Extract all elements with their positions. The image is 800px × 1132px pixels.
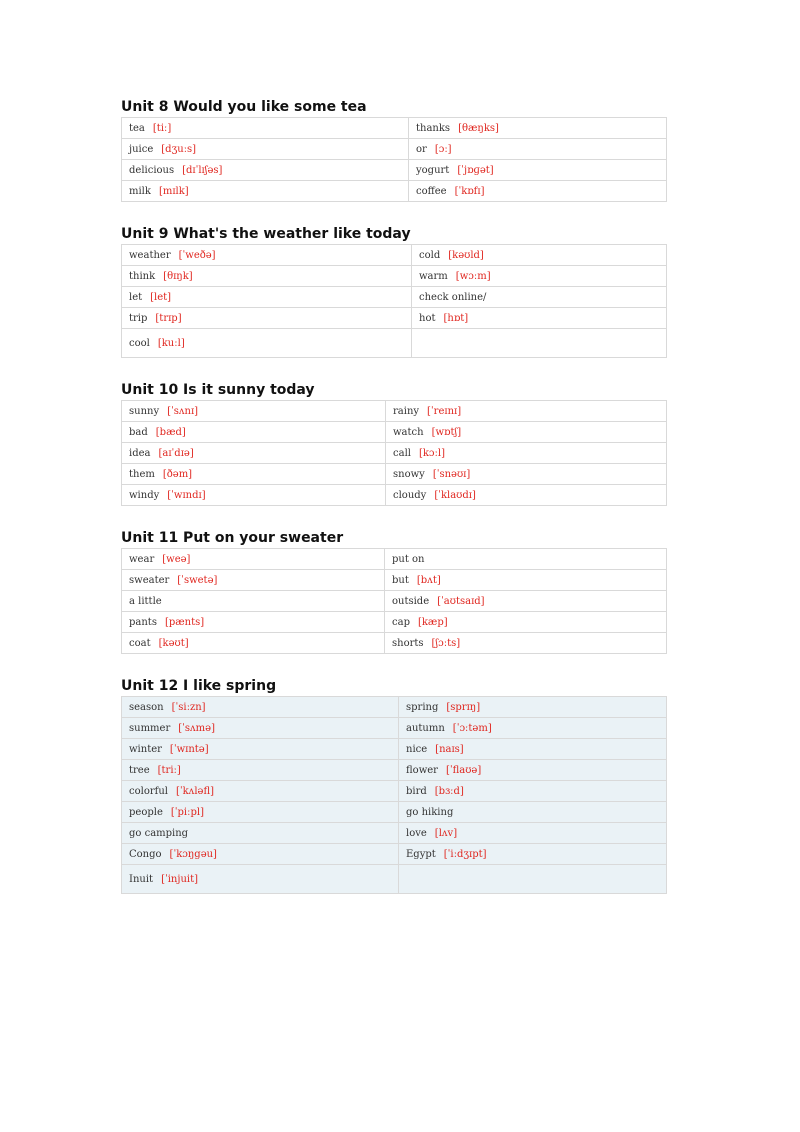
word: winter [129,743,162,755]
table-row [122,718,667,739]
unit-9-section [121,225,667,358]
vocab-cell [409,160,667,181]
word: hot [419,312,436,324]
table-row [122,181,667,202]
vocab-cell [385,591,667,612]
word: or [416,143,427,155]
vocab-cell [399,802,667,823]
phonetic: [ðəm] [162,468,193,480]
table-row [122,422,667,443]
phonetic: [let] [150,291,172,303]
phonetic: [dʒuːs] [161,143,197,155]
phonetic: [ˈinjuit] [161,873,199,885]
table-row [122,485,667,506]
word: them [129,468,155,480]
table-row [122,118,667,139]
word: Egypt [406,848,436,860]
vocab-cell [122,443,386,464]
vocab-cell [122,739,399,760]
vocab-cell [385,612,667,633]
word: check online/ [419,291,487,303]
word: Congo [129,848,162,860]
vocab-cell [412,287,667,308]
phonetic: [sprɪŋ] [446,701,481,713]
table-row [122,591,667,612]
vocab-cell [122,865,399,894]
vocab-cell [399,844,667,865]
phonetic: [ɔː] [434,143,452,155]
phonetic: [ˈswetə] [177,574,218,586]
vocab-table [121,696,667,894]
phonetic: [ˈkʌləfl] [175,785,215,797]
phonetic: [mɪlk] [158,185,189,197]
word: flower [406,764,438,776]
vocab-cell [386,401,667,422]
vocab-cell [412,245,667,266]
word: bad [129,426,148,438]
word: idea [129,447,151,459]
vocab-cell [122,802,399,823]
word: season [129,701,164,713]
vocab-cell [122,245,412,266]
vocab-table [121,117,667,202]
word: coat [129,637,151,649]
word: coffee [416,185,447,197]
table-row [122,308,667,329]
vocab-cell [122,287,412,308]
table-row [122,266,667,287]
word: trip [129,312,148,324]
phonetic: [weə] [162,553,191,565]
empty-cell [412,329,667,358]
word: Inuit [129,873,154,885]
phonetic: [wɒtʃ] [431,426,462,438]
word: bird [406,785,427,797]
phonetic: [ˈkɔŋgəu] [169,848,217,860]
vocab-cell [122,329,412,358]
table-row [122,160,667,181]
vocab-cell [122,485,386,506]
vocab-cell [122,570,385,591]
phonetic: [ˈiːdʒɪpt] [443,848,487,860]
vocab-cell [412,266,667,287]
vocab-cell [385,633,667,654]
phonetic: [ˈwɪntə] [169,743,209,755]
vocab-cell [122,139,409,160]
word: cloudy [393,489,427,501]
table-row [122,781,667,802]
vocab-cell [409,118,667,139]
word: juice [129,143,154,155]
word: think [129,270,156,282]
table-row [122,549,667,570]
word: weather [129,249,171,261]
vocab-cell [399,781,667,802]
phonetic: [naɪs] [435,743,464,755]
phonetic: [kəʊld] [448,249,484,261]
word: spring [406,701,439,713]
phonetic: [kɔːl] [418,447,445,459]
word: windy [129,489,160,501]
vocab-cell [399,718,667,739]
table-row [122,329,667,358]
vocab-cell [122,464,386,485]
word: call [393,447,411,459]
word: tea [129,122,145,134]
phonetic: [ˈklaʊdɪ] [434,489,476,501]
table-row [122,287,667,308]
phonetic: [pænts] [164,616,205,628]
table-row [122,844,667,865]
word: thanks [416,122,451,134]
vocab-cell [122,697,399,718]
phonetic: [ˈsnəʊɪ] [432,468,471,480]
word: cool [129,337,150,349]
table-row [122,739,667,760]
phonetic: [dɪˈlɪʃəs] [182,164,223,176]
phonetic: [ˈflaʊə] [445,764,482,776]
vocab-cell [409,139,667,160]
vocab-cell [122,118,409,139]
unit-title: Unit 9 What's the weather like today [121,226,411,242]
word: outside [392,595,430,607]
word: put on [392,553,425,565]
unit-8-section [121,98,667,202]
phonetic: [bæd] [155,426,186,438]
vocab-cell [399,739,667,760]
empty-cell [399,865,667,894]
vocab-table [121,548,667,654]
vocab-cell [122,612,385,633]
phonetic: [ˈpiːpl] [170,806,204,818]
unit-title: Unit 8 Would you like some tea [121,99,367,115]
table-row [122,760,667,781]
vocab-cell [122,422,386,443]
vocab-cell [385,570,667,591]
word: but [392,574,409,586]
phonetic: [hɒt] [443,312,469,324]
table-row [122,401,667,422]
table-row [122,823,667,844]
word: cold [419,249,441,261]
word: yogurt [416,164,450,176]
vocab-cell [122,633,385,654]
word: cap [392,616,410,628]
word: rainy [393,405,420,417]
phonetic: [ˈjɒɡət] [457,164,494,176]
phonetic: [bʌt] [416,574,441,586]
table-row [122,865,667,894]
phonetic: [kæp] [417,616,448,628]
word: nice [406,743,428,755]
unit-12-section [121,677,667,894]
phonetic: [kəʊt] [158,637,189,649]
phonetic: [triː] [157,764,181,776]
phonetic: [ˈwɪndɪ] [167,489,206,501]
table-row [122,633,667,654]
word: go camping [129,827,189,839]
word: shorts [392,637,424,649]
phonetic: [ˈsiːzn] [171,701,206,713]
vocab-cell [122,308,412,329]
table-row [122,697,667,718]
vocab-cell [399,760,667,781]
vocab-table [121,244,667,358]
vocab-cell [386,485,667,506]
phonetic: [ˈreɪnɪ] [427,405,462,417]
table-row [122,612,667,633]
vocab-cell [122,549,385,570]
vocab-cell [122,781,399,802]
word: snowy [393,468,425,480]
word: warm [419,270,448,282]
phonetic: [ˈaʊtsaɪd] [437,595,485,607]
word: watch [393,426,424,438]
table-row [122,464,667,485]
vocab-cell [386,464,667,485]
word: wear [129,553,155,565]
vocab-cell [122,823,399,844]
phonetic: [ˈweðə] [178,249,216,261]
unit-title: Unit 10 Is it sunny today [121,382,315,398]
word: love [406,827,427,839]
unit-title: Unit 11 Put on your sweater [121,530,344,546]
vocab-cell [122,760,399,781]
vocab-cell [122,718,399,739]
phonetic: [ˈsʌmə] [178,722,215,734]
word: pants [129,616,157,628]
word: sunny [129,405,160,417]
phonetic: [ˈkɒfɪ] [454,185,485,197]
word: let [129,291,143,303]
vocab-cell [399,697,667,718]
phonetic: [ʃɔːts] [431,637,461,649]
vocab-cell [122,181,409,202]
word: sweater [129,574,170,586]
phonetic: [tiː] [152,122,172,134]
phonetic: [wɔːm] [455,270,491,282]
phonetic: [θɪŋk] [163,270,193,282]
unit-10-section [121,381,667,506]
unit-title: Unit 12 I like spring [121,678,277,694]
vocab-cell [122,591,385,612]
phonetic: [aɪˈdɪə] [158,447,194,459]
vocab-cell [412,308,667,329]
vocab-cell [385,549,667,570]
word: people [129,806,163,818]
table-row [122,802,667,823]
word: autumn [406,722,445,734]
word: summer [129,722,171,734]
word: milk [129,185,151,197]
phonetic: [ˈɔːtəm] [452,722,492,734]
word: colorful [129,785,168,797]
table-row [122,139,667,160]
vocab-cell [399,823,667,844]
phonetic: [bɜːd] [434,785,464,797]
phonetic: [kuːl] [157,337,185,349]
table-row [122,443,667,464]
word: a little [129,595,162,607]
vocab-cell [386,422,667,443]
vocab-cell [122,844,399,865]
vocab-cell [409,181,667,202]
word: go hiking [406,806,454,818]
phonetic: [trɪp] [155,312,182,324]
vocab-cell [386,443,667,464]
word: tree [129,764,150,776]
vocab-table [121,400,667,506]
phonetic: [ˈsʌnɪ] [167,405,199,417]
table-row [122,570,667,591]
vocab-cell [122,160,409,181]
phonetic: [θæŋks] [458,122,499,134]
vocab-cell [122,401,386,422]
word: delicious [129,164,175,176]
vocab-cell [122,266,412,287]
unit-11-section [121,529,667,654]
phonetic: [lʌv] [434,827,458,839]
table-row [122,245,667,266]
